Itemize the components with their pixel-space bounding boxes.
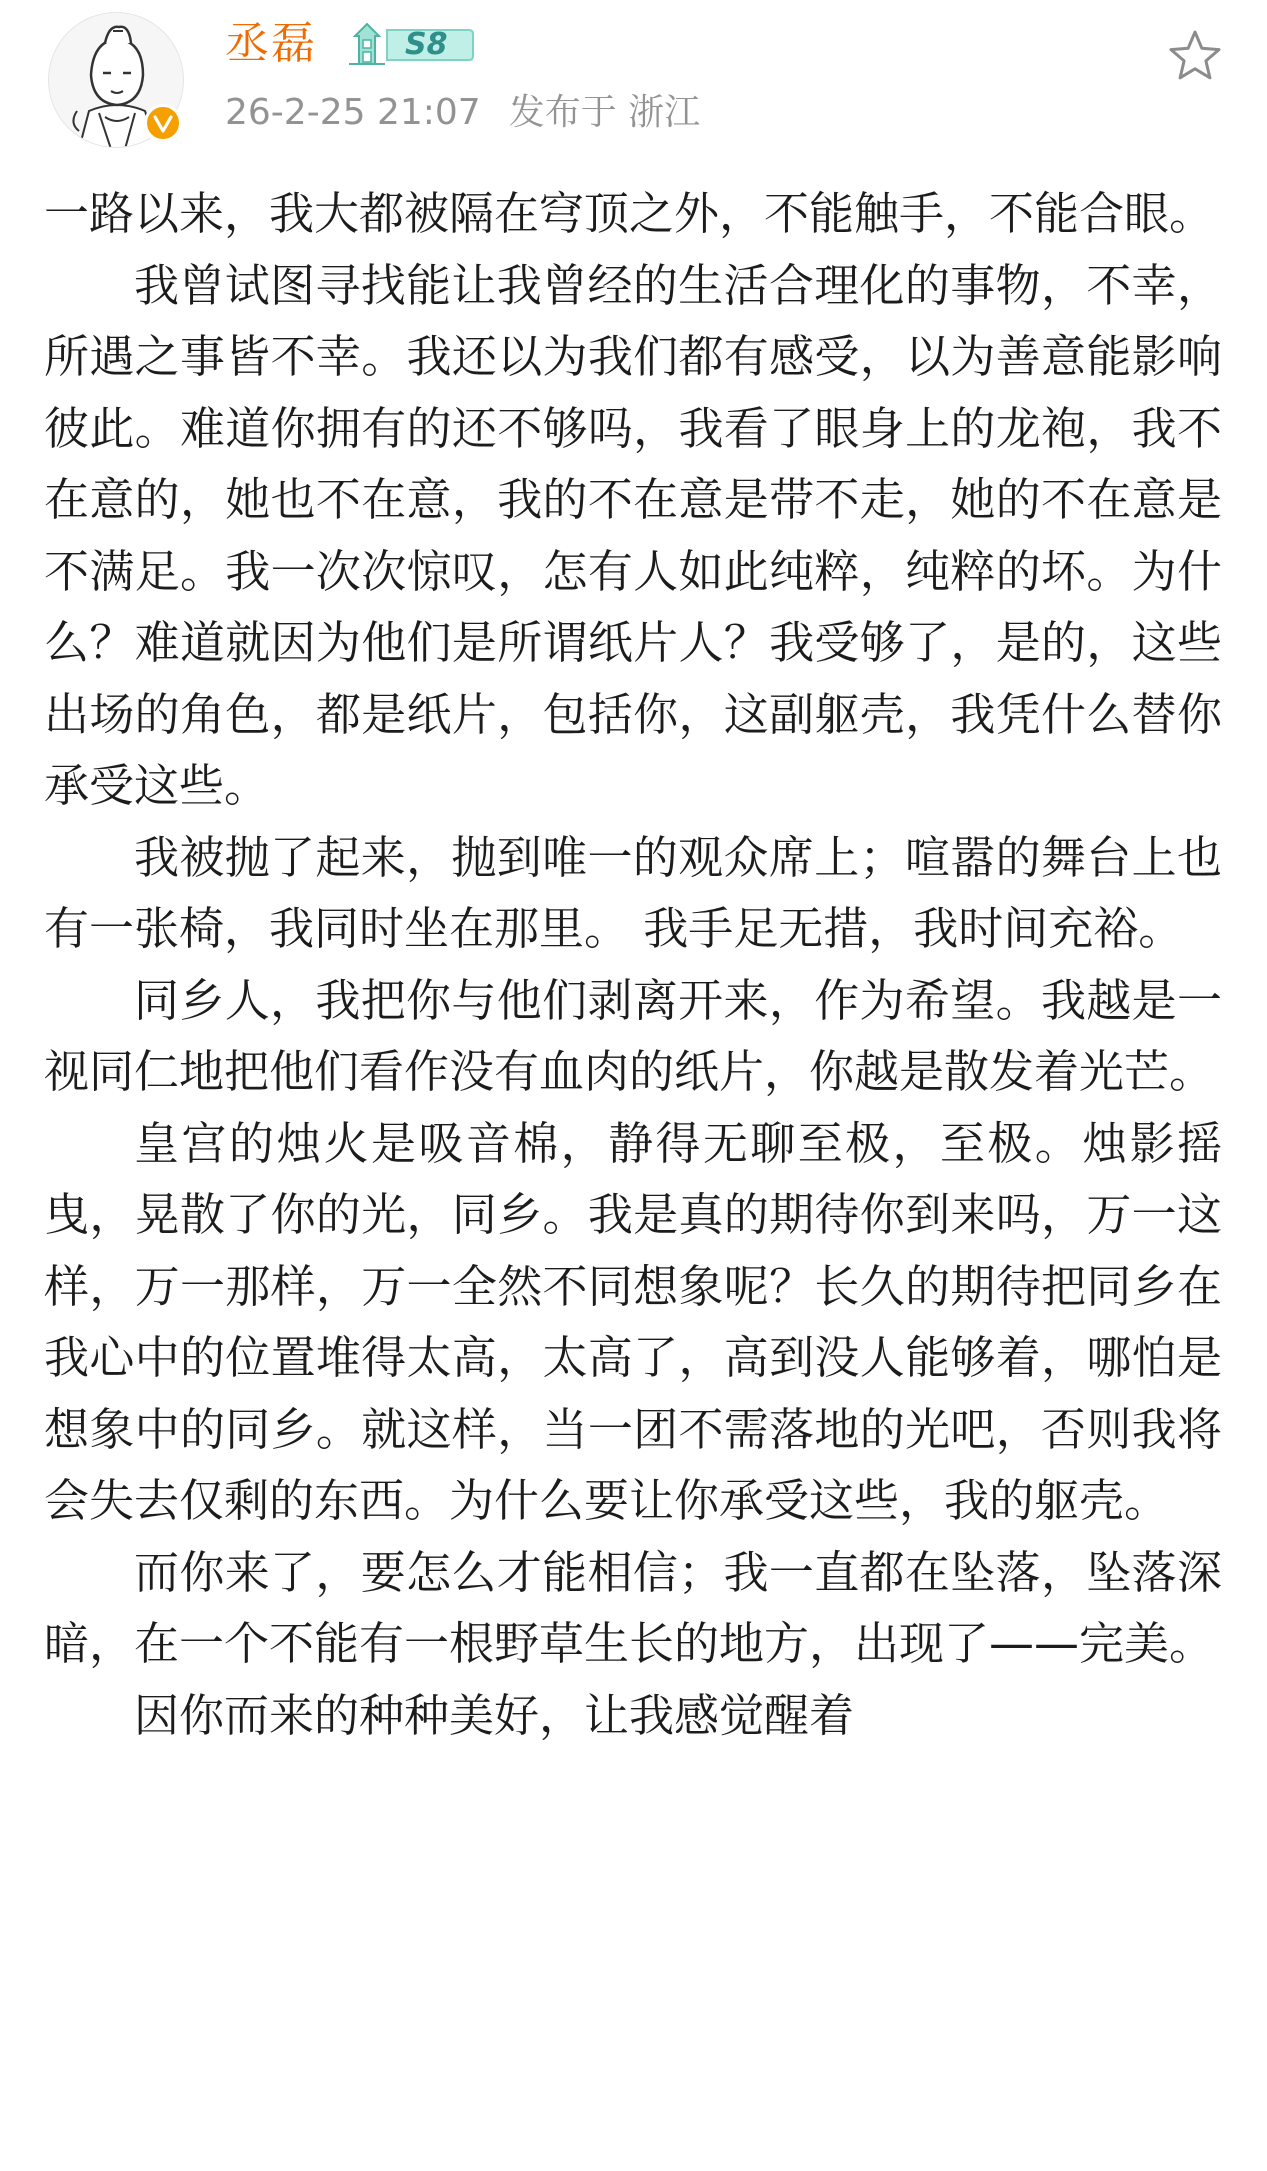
paragraph: 一路以来，我大都被隔在穹顶之外，不能触手，不能合眼。 (44, 187, 1215, 240)
paragraph: 我被抛了起来，抛到唯一的观众席上；喧嚣的舞台上也有一张椅，我同时坐在那里。 我手足无措，我时间充裕。 (44, 830, 1222, 955)
avatar-container[interactable] (48, 12, 184, 148)
level-badge-icon[interactable] (345, 20, 475, 70)
level-label: S8 (405, 27, 448, 62)
verified-v-badge-icon (144, 104, 182, 142)
author-name[interactable]: 丞磊 (225, 18, 317, 69)
post-meta (225, 88, 700, 138)
post-body (44, 178, 1222, 1751)
paragraph: 因你而来的种种美好，让我感觉醒着 (134, 1688, 855, 1742)
paragraph: 我曾试图寻找能让我曾经的生活合理化的事物，不幸，所遇之事皆不幸。我还以为我们都有感受，以为善意能影响彼此。难道你拥有的还不够吗，我看了眼身上的龙袍，我不在意的，她也不在意，我的不在意是带不走，她的不在意是不满足。我一次次惊叹，怎有人如此纯粹，纯粹的坏。为什么？难道就因为他们是所谓纸片人？我受够了，是的，这些出场的角色，都是纸片，包括你，这副躯壳，我凭什么替你承受这些。 (44, 258, 1222, 812)
post-header (0, 0, 1267, 160)
post-location: 发布于 浙江 (508, 92, 701, 133)
paragraph: 皇宫的烛火是吸音棉，静得无聊至极，至极。烛影摇曳，晃散了你的光，同乡。我是真的期待你到来吗，万一这样，万一那样，万一全然不同想象呢？长久的期待把同乡在我心中的位置堆得太高，太高了，高到没人能够着，哪怕是想象中的同乡。就这样，当一团不需落地的光吧，否则我将会失去仅剩的东西。为什么要让你承受这些，我的躯壳。 (44, 1116, 1222, 1527)
star-outline-icon (1160, 22, 1230, 92)
favorite-button[interactable] (1160, 22, 1230, 92)
paragraph: 同乡人，我把你与他们剥离开来，作为希望。我越是一视同仁地把他们看作没有血肉的纸片，你越是散发着光芒。 (44, 973, 1222, 1098)
post-timestamp: 26-2-25 21:07 (225, 92, 481, 133)
text-fade-overlay[interactable] (1040, 2112, 1267, 2171)
paragraph: 而你来了，要怎么才能相信；我一直都在坠落，坠落深暗，在一个不能有一根野草生长的地方，出现了——完美。 (44, 1545, 1222, 1670)
